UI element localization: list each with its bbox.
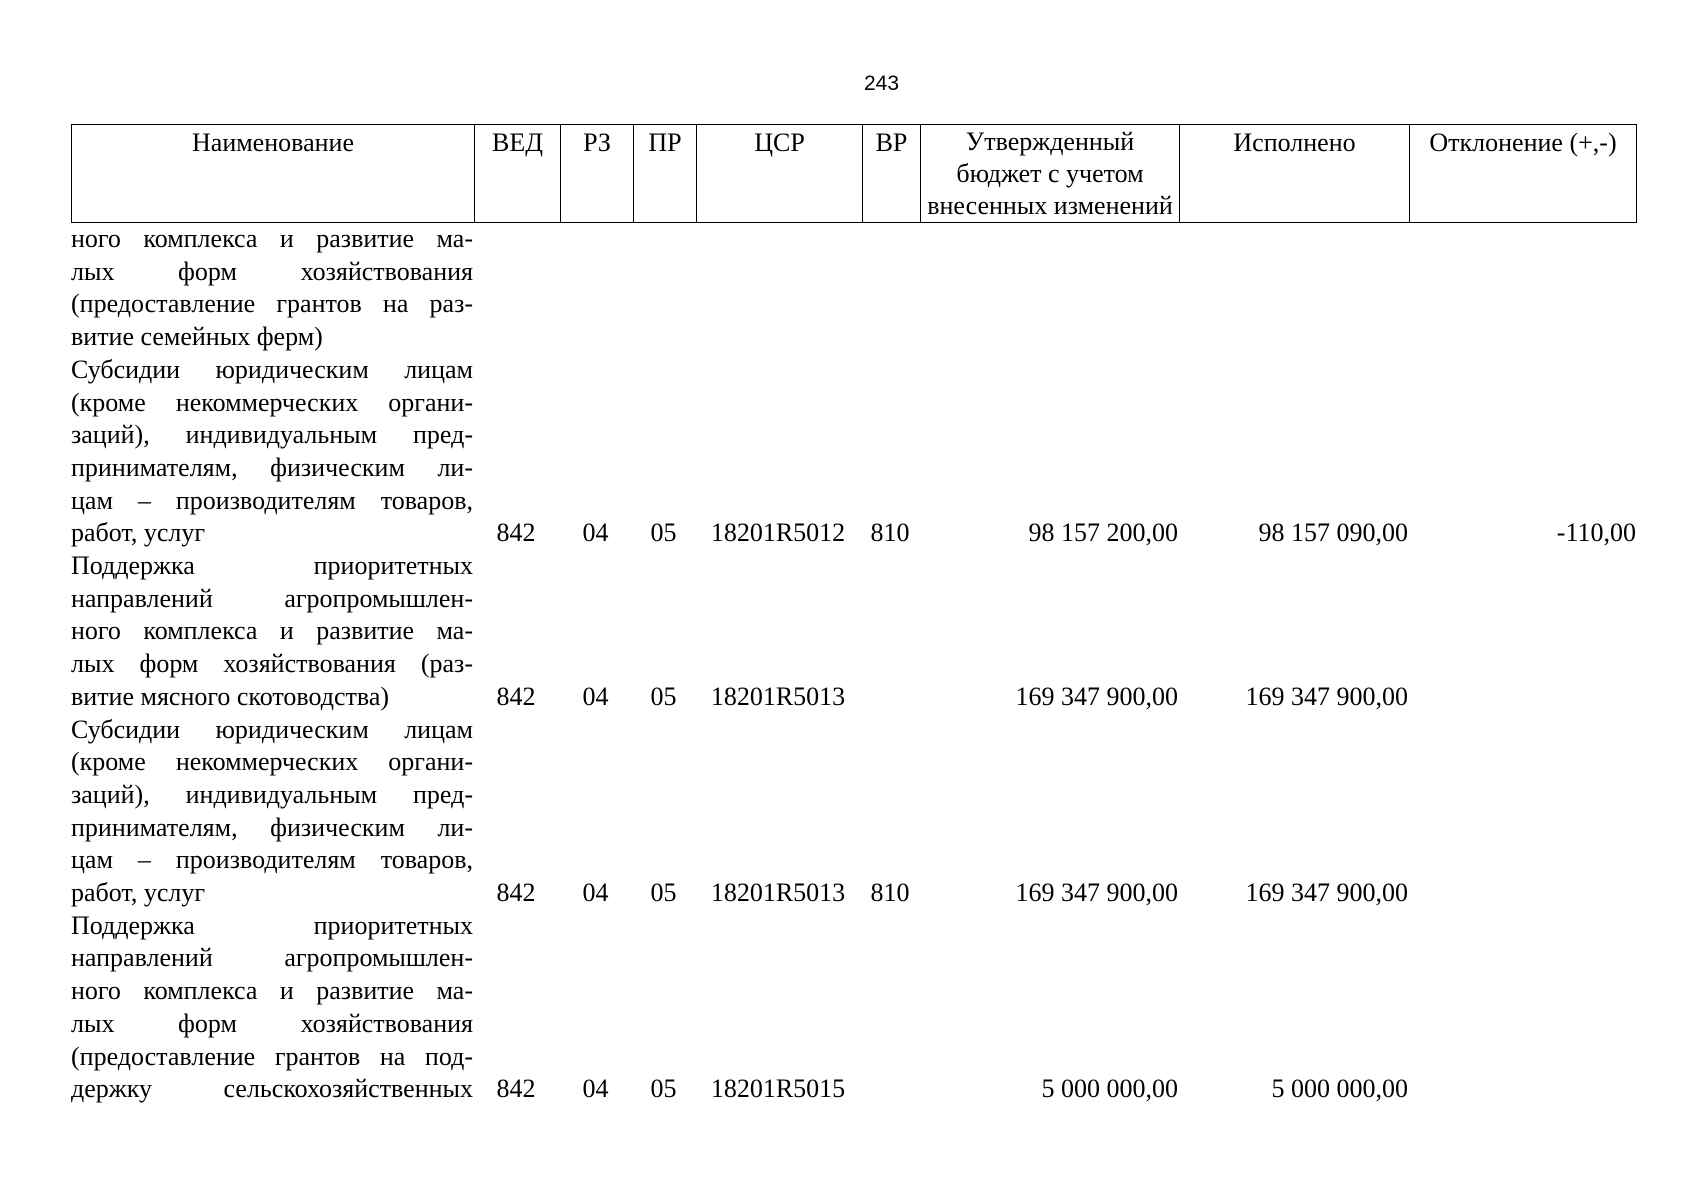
row-name bbox=[71, 223, 473, 354]
row-name bbox=[71, 714, 473, 910]
header-rz: РЗ bbox=[561, 125, 634, 223]
table-body bbox=[71, 223, 1636, 1106]
row-budget: 98 157 200,00 bbox=[1028, 518, 1178, 548]
header-csr: ЦСР bbox=[697, 125, 863, 223]
name-line: витие мясного скотоводства) bbox=[71, 681, 390, 711]
name-line: (кроме некоммерческих органи- bbox=[71, 747, 473, 777]
header-budget: Утвержденный бюджет с учетом внесенных изменений bbox=[921, 125, 1180, 223]
table-row bbox=[71, 550, 1636, 714]
row-ved: 842 bbox=[496, 1074, 536, 1104]
name-line: лых форм хозяйствования bbox=[71, 1008, 473, 1038]
header-vr: ВР bbox=[863, 125, 921, 223]
row-vr: 810 bbox=[870, 518, 910, 548]
row-rz: 04 bbox=[582, 518, 609, 548]
row-pr: 05 bbox=[650, 518, 677, 548]
row-rz: 04 bbox=[582, 878, 609, 908]
row-deviation: -110,00 bbox=[1556, 518, 1636, 548]
table-header bbox=[71, 124, 1637, 223]
row-csr: 18201R5015 bbox=[710, 1074, 846, 1104]
name-line: работ, услуг bbox=[71, 878, 206, 908]
row-ved: 842 bbox=[496, 518, 536, 548]
name-line: лых форм хозяйствования bbox=[71, 256, 473, 286]
name-line: цам – производителям товаров, bbox=[71, 485, 473, 515]
name-line: (предоставление грантов на под- bbox=[71, 1041, 473, 1071]
name-line: ного комплекса и развитие ма- bbox=[71, 224, 473, 253]
row-done: 5 000 000,00 bbox=[1271, 1074, 1408, 1104]
row-ved: 842 bbox=[496, 878, 536, 908]
row-csr: 18201R5013 bbox=[710, 681, 846, 711]
table-row bbox=[71, 354, 1636, 550]
name-line: направлений агропромышлен- bbox=[71, 943, 473, 973]
header-name: Наименование bbox=[72, 125, 475, 223]
row-name bbox=[71, 550, 473, 714]
row-pr: 05 bbox=[650, 1074, 677, 1104]
name-line: заций), индивидуальным пред- bbox=[71, 420, 473, 450]
name-line: работ, услуг bbox=[71, 518, 206, 548]
name-line: Поддержка приоритетных bbox=[71, 551, 473, 581]
row-csr: 18201R5012 bbox=[710, 518, 846, 548]
header-ved: ВЕД bbox=[475, 125, 561, 223]
table-row bbox=[71, 910, 1636, 1106]
row-budget: 169 347 900,00 bbox=[1015, 878, 1178, 908]
row-done: 98 157 090,00 bbox=[1258, 518, 1408, 548]
name-line: цам – производителям товаров, bbox=[71, 845, 473, 875]
name-line: ного комплекса и развитие ма- bbox=[71, 976, 473, 1006]
name-line: Субсидии юридическим лицам bbox=[71, 714, 473, 744]
header-deviation: Отклонение (+,-) bbox=[1410, 125, 1637, 223]
page-number: 243 bbox=[863, 72, 900, 95]
row-pr: 05 bbox=[650, 878, 677, 908]
name-line: лых форм хозяйствования (раз- bbox=[71, 649, 473, 679]
name-line: направлений агропромышлен- bbox=[71, 583, 473, 613]
name-line: Субсидии юридическим лицам bbox=[71, 354, 473, 384]
row-name bbox=[71, 910, 473, 1106]
row-done: 169 347 900,00 bbox=[1245, 681, 1408, 711]
row-rz: 04 bbox=[582, 681, 609, 711]
header-done: Исполнено bbox=[1180, 125, 1410, 223]
row-budget: 5 000 000,00 bbox=[1041, 1074, 1178, 1104]
name-line: принимателям, физическим ли- bbox=[71, 452, 473, 482]
row-ved: 842 bbox=[496, 681, 536, 711]
row-rz: 04 bbox=[582, 1074, 609, 1104]
row-budget: 169 347 900,00 bbox=[1015, 681, 1178, 711]
row-csr: 18201R5013 bbox=[710, 878, 846, 908]
name-line: (кроме некоммерческих органи- bbox=[71, 387, 473, 417]
name-line: Поддержка приоритетных bbox=[71, 910, 473, 940]
table-row bbox=[71, 223, 1636, 354]
row-done: 169 347 900,00 bbox=[1245, 878, 1408, 908]
row-name bbox=[71, 354, 473, 550]
name-line: принимателям, физическим ли- bbox=[71, 812, 473, 842]
header-pr: ПР bbox=[634, 125, 697, 223]
row-vr: 810 bbox=[870, 878, 910, 908]
name-line: витие семейных ферм) bbox=[71, 322, 323, 352]
table-row bbox=[71, 714, 1636, 910]
name-line: держку сельскохозяйственных bbox=[71, 1074, 473, 1104]
name-line: (предоставление грантов на раз- bbox=[71, 289, 473, 319]
name-line: ного комплекса и развитие ма- bbox=[71, 616, 473, 646]
row-pr: 05 bbox=[650, 681, 677, 711]
name-line: заций), индивидуальным пред- bbox=[71, 779, 473, 809]
